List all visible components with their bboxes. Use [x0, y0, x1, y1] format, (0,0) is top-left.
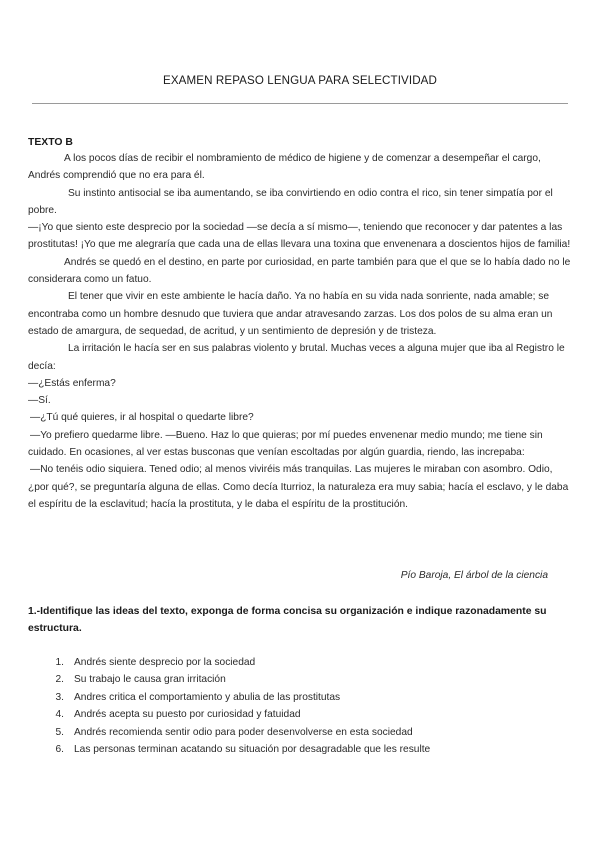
dialogue-line: —No tenéis odio siquiera. Tened odio; al menos viviréis más tranquilas. Las mujeres le miraban con asombro. Odio, ¿por qué?, se preguntaría alguna de ellas. Como decía Iturrioz, la naturaleza era muy sabia; hacía el esclavo, y le daba el espíritu de la esclavitud; hacía la prostituta, y le daba el espíritu de la prostitución.	[28, 464, 569, 510]
paragraph: Andrés se quedó en el destino, en parte por curiosidad, en parte también para que el que se lo había dado no le considerara como un fatuo.	[28, 256, 571, 286]
dialogue-line: —Sí.	[28, 395, 51, 407]
section-heading: TEXTO B	[28, 137, 73, 148]
page-title: EXAMEN REPASO LENGUA PARA SELECTIVIDAD	[163, 74, 437, 87]
list-item	[40, 724, 430, 741]
list-number: 5.	[55, 726, 64, 738]
list-item	[40, 689, 430, 706]
dialogue-line: —¿Estás enferma?	[28, 377, 116, 389]
list-item-text: Andres critica el comportamiento y abulia de las prostitutas	[74, 691, 341, 703]
list-number: 3.	[55, 691, 64, 703]
list-item-text: Andrés siente desprecio por la sociedad	[74, 657, 256, 668]
dialogue-line: —¿Tú qué quieres, ir al hospital o quedarte libre?	[30, 412, 254, 424]
answer-list	[40, 654, 430, 758]
list-item	[40, 741, 430, 758]
paragraph: El tener que vivir en este ambiente le hacía daño. Ya no había en su vida nada sonriente, nada amable; se encontraba como un hombre desnudo que tuviera que andar atravesando zarzas. Los dos polos de su alma eran un estado de amargura, de sequedad, de acritud, y un sentimiento de depresión y de tristeza.	[28, 291, 553, 337]
list-item-text: Las personas terminan acatando su situación por desagradable que les resulte	[74, 744, 431, 756]
paragraph: A los pocos días de recibir el nombramiento de médico de higiene y de comenzar a desempeñar el cargo, Andrés comprendió que no era para él.	[28, 153, 541, 182]
list-item	[40, 671, 430, 688]
paragraph: La irritación le hacía ser en sus palabras violento y brutal. Muchas veces a alguna mujer que iba al Registro le decía:	[28, 343, 565, 372]
list-number: 4.	[55, 709, 64, 721]
paragraph: Su instinto antisocial se iba aumentando, se iba convirtiendo en odio contra el rico, sin tener simpatía por el pobre.	[28, 187, 553, 216]
list-number: 2.	[55, 674, 64, 686]
paragraph: —¡Yo que siento este desprecio por la sociedad —se decía a sí mismo—, teniendo que reconocer y dar patentes a las prostitutas! ¡Yo que me alegraría que cada una de ellas llevara una toxina que envenenara a doscientos hijos de familia!	[28, 222, 571, 251]
attribution: Pío Baroja, El árbol de la ciencia	[400, 570, 548, 581]
question-text: 1.-Identifique las ideas del texto, exponga de forma concisa su organización e indique razonadamente su estructura.	[28, 606, 547, 634]
list-number: 1.	[55, 657, 64, 668]
list-item-text: Andrés recomienda sentir odio para poder desenvolverse en esta sociedad	[74, 726, 413, 738]
list-number: 6.	[55, 744, 64, 756]
text-body	[28, 150, 572, 513]
list-item-text: Su trabajo le causa gran irritación	[74, 674, 226, 686]
list-item	[40, 654, 430, 671]
title-divider	[32, 103, 568, 104]
list-item-text: Andrés acepta su puesto por curiosidad y fatuidad	[74, 709, 301, 721]
dialogue-line: —Yo prefiero quedarme libre. —Bueno. Haz lo que quieras; por mí puedes envenenar medio mundo; me tiene sin cuidado. En ocasiones, al ver estas busconas que venían escoltadas por algún guardia, riendo, las increpaba:	[28, 429, 543, 459]
list-item	[40, 706, 430, 723]
